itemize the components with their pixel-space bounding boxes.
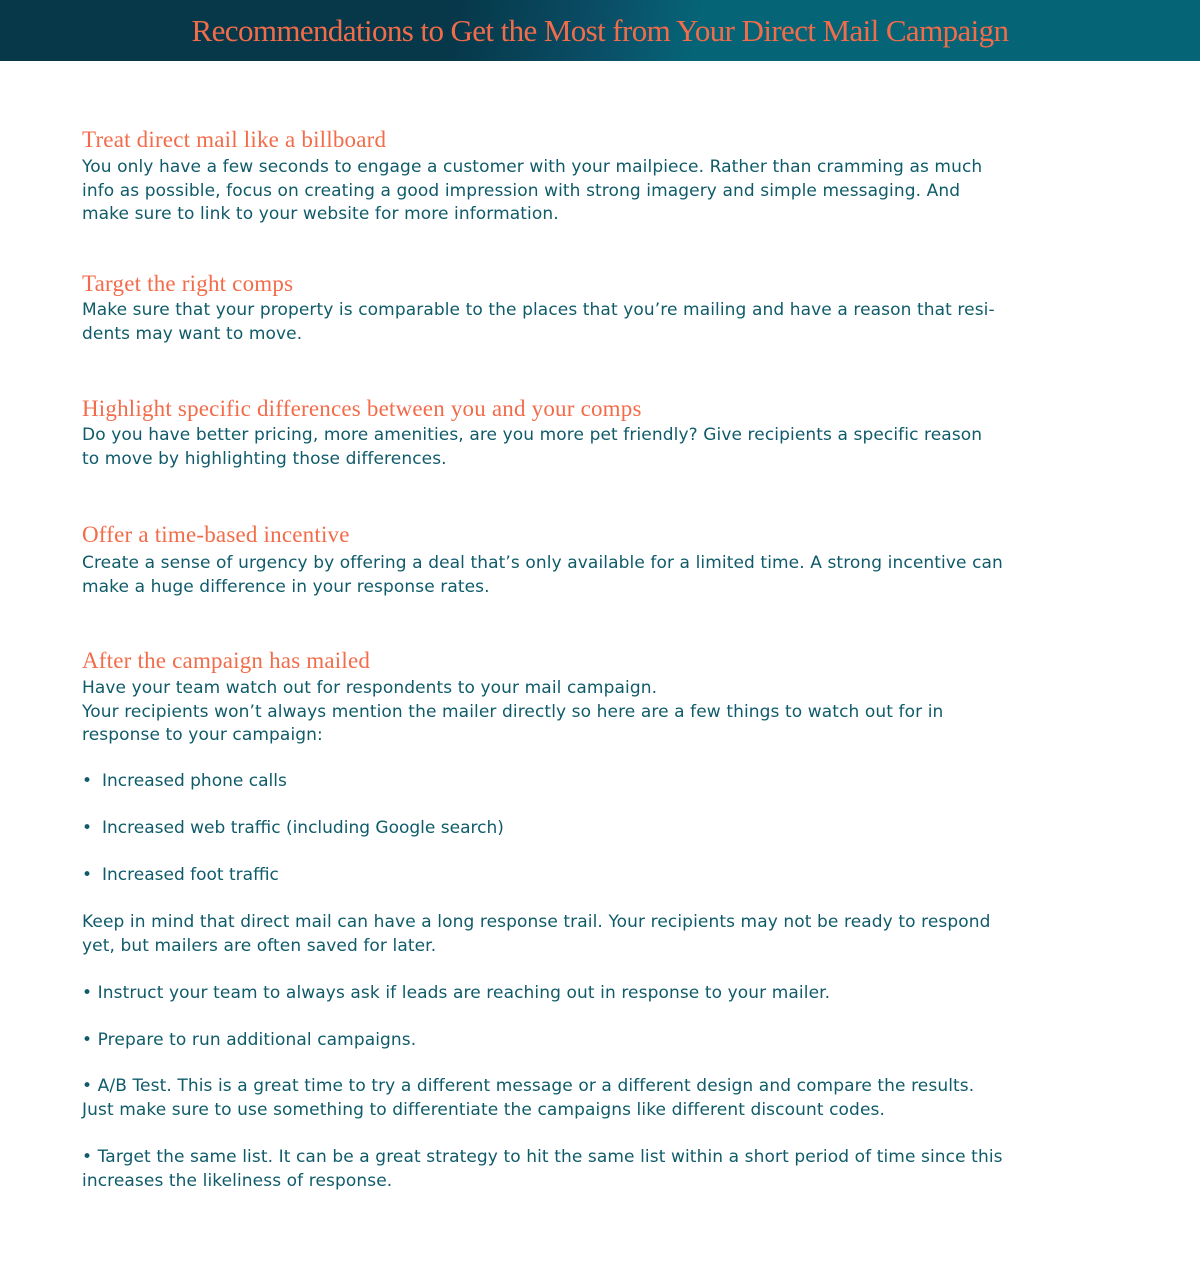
body-line: • A/B Test. This is a great time to try a different message or a different design and compare the results. [82,1076,975,1096]
body-line: • Prepare to run additional campaigns. [82,1030,417,1050]
bullet-icon: • [82,771,93,791]
body-line: Do you have better pricing, more amenities, are you more pet friendly? Give recipients a specific reason [82,425,983,445]
section-body [82,424,1122,471]
section-heading: After the campaign has mailed [82,648,371,673]
section-heading: Target the right comps [82,271,294,296]
body-line: • Instruct your team to always ask if leads are reaching out in response to your mailer. [82,983,831,1003]
body-line: make sure to link to your website for more information. [82,204,559,224]
bullet-icon: • [82,818,93,838]
body-line: response to your campaign: [82,725,323,745]
body-line: info as possible, focus on creating a good impression with strong imagery and simple messaging. And [82,180,961,201]
title-banner [0,0,1200,61]
section-body [82,156,1122,227]
page-title: Recommendations to Get the Most from Your Direct Mail Campaign [191,12,1009,48]
body-line: yet, but mailers are often saved for later. [82,935,437,956]
section-body [82,677,1122,748]
body-line: Just make sure to use something to differentiate the campaigns like different discount codes. [82,1099,885,1120]
action-item [82,1029,1122,1053]
action-item [82,1075,1122,1122]
list-item [82,865,279,885]
list-item [82,771,287,791]
body-line: make a huge difference in your response rates. [82,576,490,597]
bullet-icon: • [82,865,93,885]
action-item [82,1146,1122,1193]
action-item [82,982,1122,1006]
list-item [82,818,504,838]
body-line: Have your team watch out for respondents to your mail campaign. [82,678,658,698]
list-item-text: Increased phone calls [102,771,287,791]
list-item-text: Increased foot traffic [102,865,279,885]
body-line: • Target the same list. It can be a great strategy to hit the same list within a short period of time since this [82,1147,1003,1167]
response-trail-note [82,911,1122,958]
section-body [82,552,1122,599]
section-body [82,299,1122,346]
body-line: increases the likeliness of response. [82,1170,393,1191]
body-line: Keep in mind that direct mail can have a long response trail. Your recipients may not be ready to respond [82,912,991,932]
section-heading: Highlight specific differences between you and your comps [82,396,642,421]
body-line: dents may want to move. [82,323,303,344]
section-heading: Offer a time-based incentive [82,522,350,547]
body-line: Create a sense of urgency by offering a deal that’s only available for a limited time. A strong incentive can [82,553,1003,573]
body-line: to move by highlighting those differences. [82,448,447,469]
section-heading: Treat direct mail like a billboard [82,127,387,152]
body-line: You only have a few seconds to engage a customer with your mailpiece. Rather than cramming as much [82,157,983,177]
body-line: Your recipients won’t always mention the mailer directly so here are a few things to watch out for in [82,701,944,722]
list-item-text: Increased web traffic (including Google search) [102,818,504,838]
body-line: Make sure that your property is comparable to the places that you’re mailing and have a reason that resi- [82,300,995,320]
